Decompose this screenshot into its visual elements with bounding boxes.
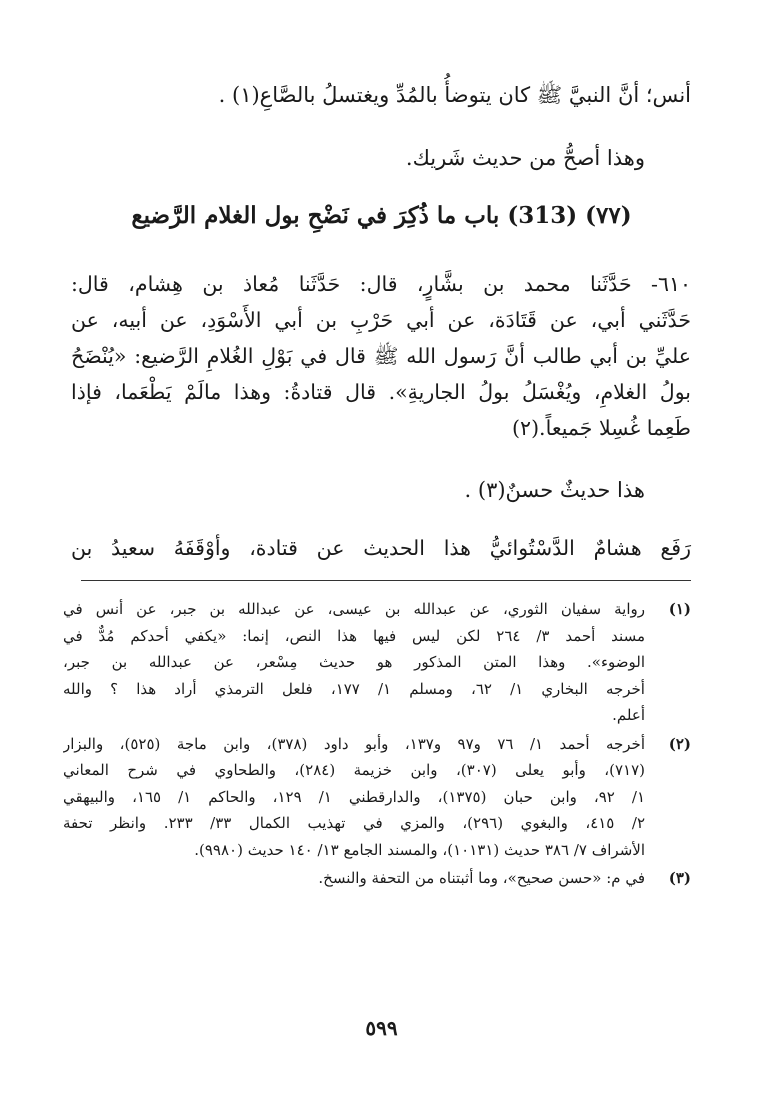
hadith-grade: هذا حديثٌ حسنٌ(٣) .	[464, 478, 645, 502]
continuation-line: رَفَع هشامٌ الدَّسْتُوائيُّ هذا الحديث عن قتادة، وأوْقَفَهُ سعيدُ بن	[71, 536, 691, 560]
footnote-line: ٢/ ٤١٥، والبغوي (٢٩٦)، والمزي في تهذيب الكمال ٣٣/ ٢٣٣. وانظر تحفة	[63, 814, 645, 832]
chapter-heading: (٧٧) (313) باب ما ذُكِرَ في نَضْحِ بول الغلام الرَّضيع	[131, 202, 632, 229]
footnote-2	[63, 731, 691, 864]
footnote-line: رواية سفيان الثوري، عن عبدالله بن عيسى، عن عبدالله بن جبر، عن أنس في	[63, 600, 645, 618]
hadith-line: عليِّ بن أبي طالب أنَّ رَسول الله ﷺ قال في بَوْلِ الغُلامِ الرَّضيع: «يُنْضَحُ	[71, 344, 691, 368]
footnote-line: (٧١٧)، وأبو يعلى (٣٠٧)، وابن خزيمة (٢٨٤)، والطحاوي في شرح المعاني	[63, 761, 645, 779]
footnote-line: مسند أحمد ٣/ ٢٦٤ لكن ليس فيها هذا النص، إنما: «يكفي أحدكم مُدٌّ في	[63, 626, 645, 645]
footnote-line: الوضوء». وهذا المتن المذكور هو حديث مِسْعر، عن عبدالله بن جبر،	[63, 653, 645, 671]
footnote-line: أخرجه أحمد ١/ ٧٦ و٩٧ و١٣٧، وأبو داود (٣٧٨)، وابن ماجة (٥٢٥)، والبزار	[63, 734, 645, 753]
footnotes	[63, 596, 691, 894]
footnote-line: أخرجه البخاري ١/ ٦٢، ومسلم ١/ ١٧٧، فلعل الترمذي أراد هذا ؟ والله	[63, 679, 645, 698]
hadith-line: ٦١٠- حَدَّثَنا محمد بن بشَّارٍ، قال: حَدَّثَنا مُعاذ بن هِشام، قال:	[71, 272, 691, 296]
main-text-line-1: أنس؛ أنَّ النبيَّ ﷺ كان يتوضأُ بالمُدِّ ويغتسلُ بالصَّاعِ(١) .	[218, 83, 691, 107]
footnote-line: الأشراف ٧/ ٣٨٦ حديث (١٠١٣١)، والمسند الجامع ١٣/ ١٤٠ حديث (٩٩٨٠).	[194, 840, 645, 859]
footnote-line: أعلم.	[612, 706, 645, 724]
hadith-line: حَدَّثَني أبي، عن قَتَادَة، عن أبي حَرْبِ بن أبي الأَسْوَدِ، عن أبيه، عن	[71, 308, 691, 332]
hadith-line: طَعِما غُسِلا جَميعاً.(٢)	[512, 416, 691, 440]
footnote-3	[63, 865, 691, 892]
footnote-number: (٣)	[668, 869, 691, 887]
footnote-1	[63, 596, 691, 729]
page-number: ٥٩٩	[365, 1016, 398, 1040]
footnote-divider	[81, 580, 691, 581]
hadith-line: بولُ الغلامِ، ويُغْسَلُ بولُ الجاريةِ». قال قتادةُ: وهذا مالَمْ يَطْعَما، فإذا	[71, 380, 691, 404]
footnote-number: (٢)	[668, 734, 691, 753]
footnote-line: ١/ ٩٢، وابن حبان (١٣٧٥)، والدارقطني ١/ ١٢٩، والحاكم ١/ ١٦٥، والبيهقي	[63, 787, 645, 806]
main-text-line-2: وهذا أصحُّ من حديث شَريك.	[405, 146, 645, 170]
footnote-line: في م: «حسن صحيح»، وما أثبتناه من التحفة والنسخ.	[318, 869, 645, 887]
hadith-paragraph	[71, 266, 691, 446]
footnote-number: (١)	[668, 600, 691, 618]
